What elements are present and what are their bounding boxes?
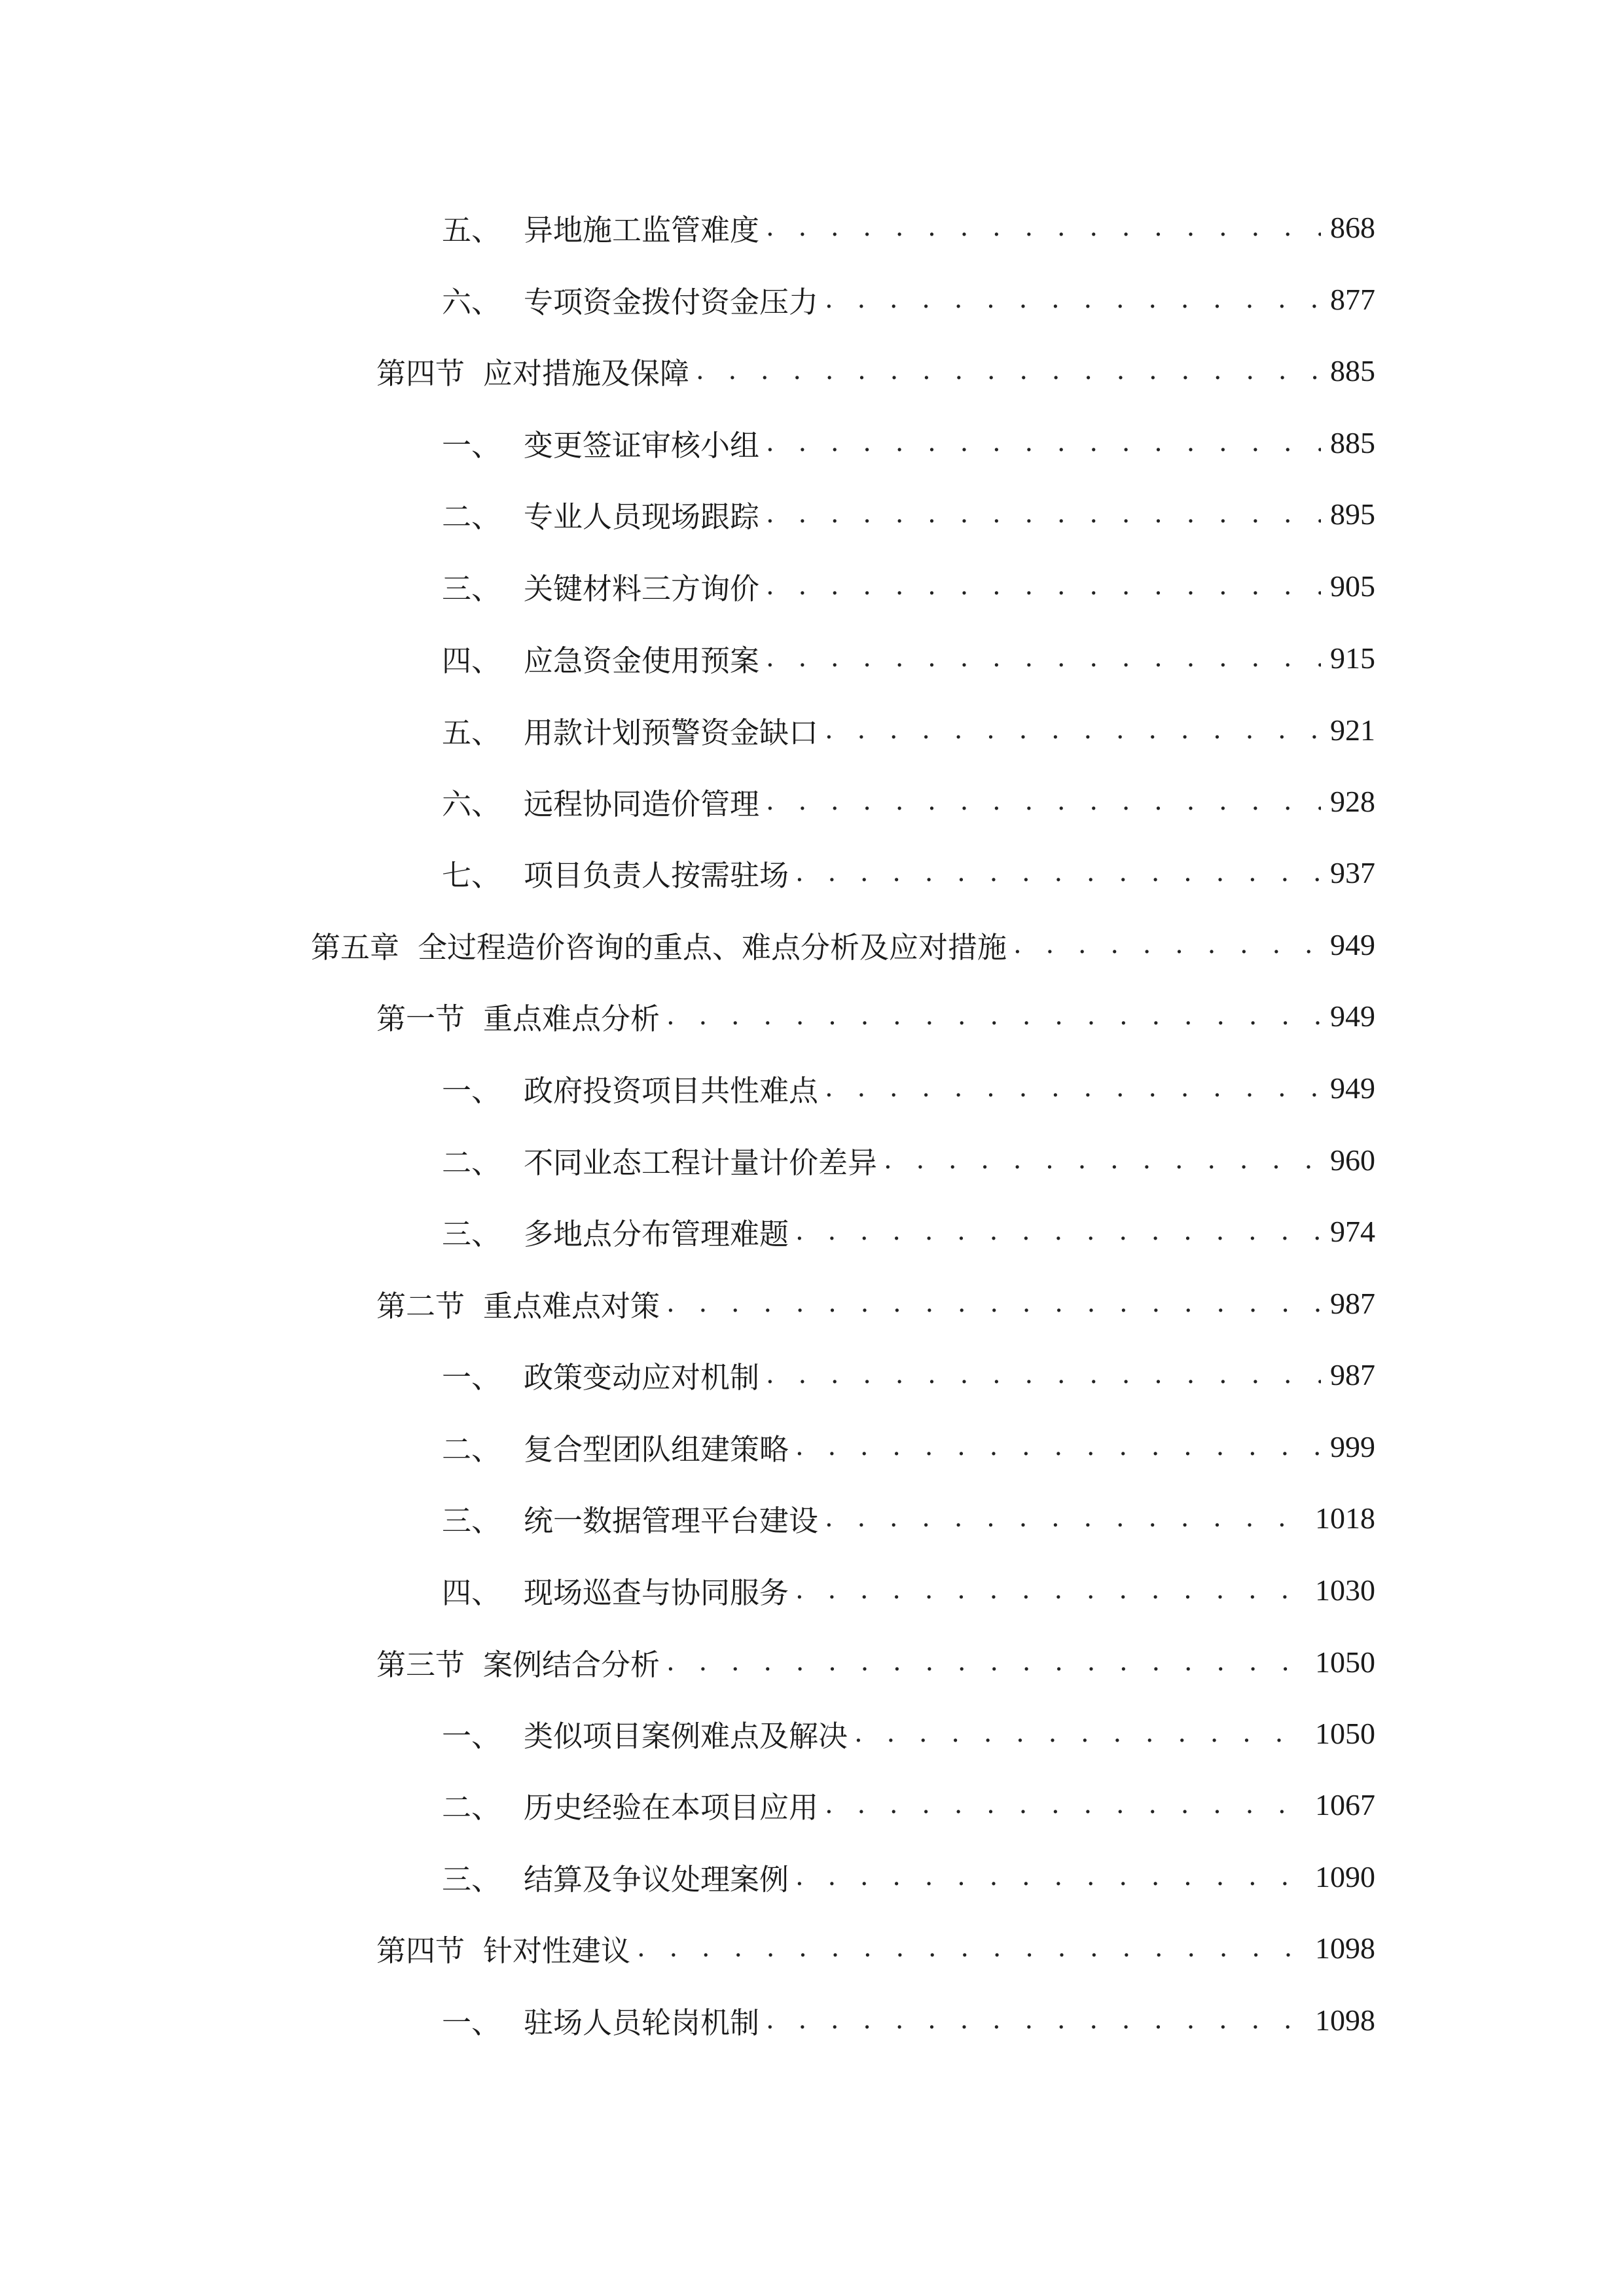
- toc-entry[interactable]: [442, 276, 1375, 322]
- toc-entry-title: 专业人员现场跟踪: [524, 499, 760, 534]
- toc-entry-page: 868: [1330, 210, 1375, 244]
- toc-entry-number: 第四节: [376, 355, 465, 391]
- dot-leader: [666, 1280, 1321, 1326]
- toc-entry-number: 一、: [442, 427, 501, 463]
- dot-leader: [795, 1424, 1321, 1469]
- toc-entry[interactable]: [376, 1280, 1375, 1326]
- toc-entry-title: 现场巡查与协同服务: [524, 1575, 789, 1610]
- toc-entry-chapter[interactable]: [311, 922, 1375, 967]
- toc-entry-title: 案例结合分析: [483, 1647, 660, 1682]
- toc-entry-number: 六、: [442, 786, 501, 821]
- toc-entry-title: 变更签证审核小组: [524, 427, 760, 463]
- toc-entry-title: 结算及争议处理案例: [524, 1861, 789, 1897]
- toc-entry-page: 1018: [1315, 1501, 1375, 1535]
- toc-entry-page: 877: [1330, 282, 1375, 316]
- toc-entry[interactable]: [442, 491, 1375, 537]
- toc-entry-page: 987: [1330, 1286, 1375, 1320]
- dot-leader: [825, 707, 1321, 753]
- toc-entry-page: 895: [1330, 497, 1375, 531]
- toc-entry-page: 1067: [1315, 1787, 1375, 1821]
- toc-entry-page: 949: [1330, 927, 1375, 961]
- dot-leader: [766, 563, 1321, 609]
- toc-entry-title: 远程协同造价管理: [524, 786, 760, 821]
- toc-entry[interactable]: [442, 1208, 1375, 1254]
- toc-entry-page: 937: [1330, 855, 1375, 889]
- dot-leader: [795, 1208, 1321, 1254]
- dot-leader: [766, 778, 1321, 824]
- toc-entry-title: 统一数据管理平台建设: [524, 1503, 819, 1538]
- dot-leader: [825, 1065, 1321, 1111]
- toc-entry[interactable]: [442, 1782, 1375, 1827]
- dot-leader: [795, 1567, 1306, 1613]
- toc-entry-number: 六、: [442, 284, 501, 319]
- dot-leader: [795, 1854, 1306, 1899]
- toc-entry-number: 四、: [442, 1575, 501, 1610]
- toc-entry-title: 全过程造价咨询的重点、难点分析及应对措施: [418, 929, 1007, 965]
- toc-entry-number: 三、: [442, 571, 501, 606]
- toc-entry-page: 921: [1330, 713, 1375, 747]
- toc-entry-title: 异地施工监管难度: [524, 212, 760, 247]
- dot-leader: [766, 204, 1321, 250]
- toc-entry-page: 928: [1330, 784, 1375, 818]
- toc-entry[interactable]: [376, 993, 1375, 1039]
- toc-entry-title: 应对措施及保障: [483, 355, 690, 391]
- toc-entry-title: 项目负责人按需驻场: [524, 857, 789, 893]
- dot-leader: [884, 1137, 1321, 1183]
- toc-entry-number: 二、: [442, 499, 501, 534]
- toc-entry-title: 专项资金拨付资金压力: [524, 284, 819, 319]
- dot-leader: [766, 1997, 1306, 2043]
- toc-entry[interactable]: [442, 707, 1375, 753]
- toc-entry-number: 第四节: [376, 1933, 465, 1968]
- toc-entry-title: 历史经验在本项目应用: [524, 1789, 819, 1825]
- toc-entry-title: 重点难点分析: [483, 1001, 660, 1036]
- toc-entry[interactable]: [442, 778, 1375, 824]
- dot-leader: [766, 420, 1321, 465]
- toc-entry-number: 第五章: [311, 929, 400, 965]
- toc-entry-number: 一、: [442, 2005, 501, 2040]
- toc-entry-page: 1030: [1315, 1573, 1375, 1607]
- toc-entry-page: 1090: [1315, 1859, 1375, 1893]
- toc-entry-page: 1098: [1315, 1931, 1375, 1965]
- toc-entry[interactable]: [442, 1997, 1375, 2043]
- toc-entry-page: 1050: [1315, 1645, 1375, 1679]
- toc-entry[interactable]: [376, 1639, 1375, 1685]
- toc-entry-page: 885: [1330, 353, 1375, 387]
- toc-entry[interactable]: [442, 563, 1375, 609]
- toc-entry-number: 四、: [442, 643, 501, 678]
- toc-entry-page: 949: [1330, 1071, 1375, 1105]
- toc-entry-number: 第一节: [376, 1001, 465, 1036]
- toc-entry-title: 政策变动应对机制: [524, 1359, 760, 1395]
- toc-entry-page: 949: [1330, 999, 1375, 1033]
- toc-entry-number: 五、: [442, 715, 501, 750]
- toc-entry-page: 885: [1330, 425, 1375, 459]
- toc-entry[interactable]: [442, 420, 1375, 465]
- dot-leader: [766, 491, 1321, 537]
- toc-entry[interactable]: [442, 1065, 1375, 1111]
- toc-entry[interactable]: [442, 1137, 1375, 1183]
- dot-leader: [637, 1925, 1306, 1971]
- toc-entry[interactable]: [376, 1925, 1375, 1971]
- toc-entry-title: 类似项目案例难点及解决: [524, 1718, 848, 1753]
- toc-entry-number: 二、: [442, 1431, 501, 1467]
- toc-entry[interactable]: [442, 1710, 1375, 1756]
- dot-leader: [766, 1352, 1321, 1397]
- toc-entry-number: 三、: [442, 1216, 501, 1251]
- toc-entry-title: 重点难点对策: [483, 1288, 660, 1323]
- toc-entry[interactable]: [442, 1424, 1375, 1469]
- dot-leader: [666, 993, 1321, 1039]
- toc-entry[interactable]: [442, 1567, 1375, 1613]
- toc-entry-page: 1098: [1315, 2003, 1375, 2037]
- toc-entry-number: 三、: [442, 1861, 501, 1897]
- toc-entry-title: 针对性建议: [483, 1933, 631, 1968]
- toc-entry-page: 1050: [1315, 1716, 1375, 1750]
- toc-entry[interactable]: [442, 850, 1375, 895]
- toc-entry-page: 999: [1330, 1429, 1375, 1463]
- toc-entry-number: 一、: [442, 1718, 501, 1753]
- toc-entry-page: 905: [1330, 569, 1375, 603]
- dot-leader: [696, 348, 1321, 393]
- dot-leader: [1013, 922, 1321, 967]
- toc-entry-title: 用款计划预警资金缺口: [524, 715, 819, 750]
- toc-entry[interactable]: [442, 635, 1375, 681]
- toc-entry-page: 915: [1330, 641, 1375, 675]
- toc-entry[interactable]: [442, 1854, 1375, 1899]
- toc-entry[interactable]: [442, 1352, 1375, 1397]
- dot-leader: [825, 1782, 1306, 1827]
- toc-entry-number: 第三节: [376, 1647, 465, 1682]
- dot-leader: [766, 635, 1321, 681]
- dot-leader: [825, 1495, 1306, 1541]
- toc-entry-page: 974: [1330, 1214, 1375, 1248]
- toc-entry[interactable]: [442, 1495, 1375, 1541]
- dot-leader: [825, 276, 1321, 322]
- toc-entry-title: 不同业态工程计量计价差异: [524, 1145, 878, 1180]
- toc-entry-number: 二、: [442, 1145, 501, 1180]
- toc-entry[interactable]: [376, 348, 1375, 393]
- toc-entry-number: 一、: [442, 1359, 501, 1395]
- toc-entry-title: 多地点分布管理难题: [524, 1216, 789, 1251]
- toc-entry-number: 第二节: [376, 1288, 465, 1323]
- toc-entry-number: 五、: [442, 212, 501, 247]
- dot-leader: [795, 850, 1321, 895]
- toc-entry-number: 一、: [442, 1073, 501, 1108]
- dot-leader: [666, 1639, 1306, 1685]
- toc-entry-title: 关键材料三方询价: [524, 571, 760, 606]
- toc-entry-number: 七、: [442, 857, 501, 893]
- dot-leader: [854, 1710, 1306, 1756]
- toc-entry-page: 960: [1330, 1143, 1375, 1177]
- toc-entry-number: 三、: [442, 1503, 501, 1538]
- toc-entry-page: 987: [1330, 1357, 1375, 1391]
- toc-entry[interactable]: [442, 204, 1375, 250]
- toc-entry-title: 政府投资项目共性难点: [524, 1073, 819, 1108]
- toc-entry-number: 二、: [442, 1789, 501, 1825]
- toc-entry-title: 复合型团队组建策略: [524, 1431, 789, 1467]
- toc-entry-title: 应急资金使用预案: [524, 643, 760, 678]
- toc-entry-title: 驻场人员轮岗机制: [524, 2005, 760, 2040]
